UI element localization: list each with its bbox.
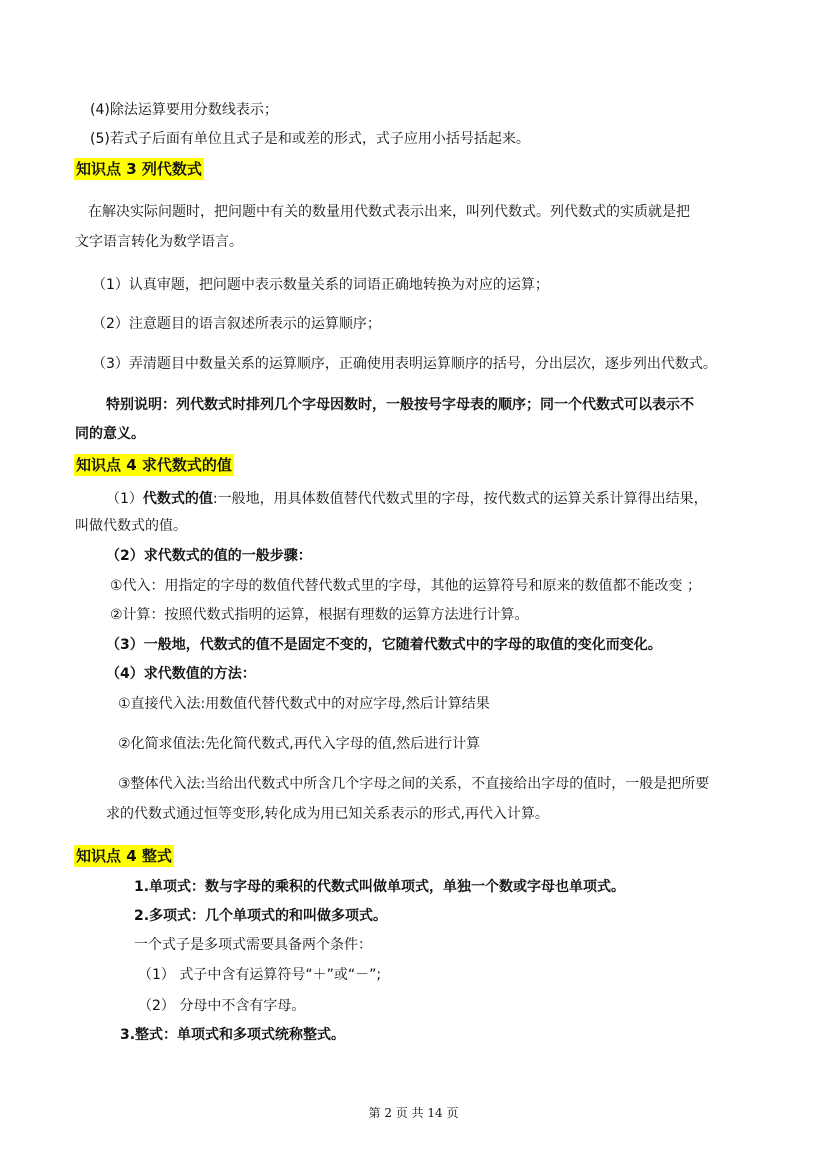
para-kp3-line1: 在解决实际问题时，把问题中有关的数量用代数式表示出来，叫列代数式。列代数式的实质就是把 — [88, 204, 690, 220]
method-whole-line2: 求的代数式通过恒等变形,转化成为用已知关系表示的形式,再代入计算。 — [106, 806, 549, 822]
step-1: （1）认真审题，把问题中表示数量关系的词语正确地转换为对应的运算； — [92, 277, 549, 293]
method-direct: ①直接代入法:用数值代替代数式中的对应字母,然后计算结果 — [118, 696, 490, 712]
condition-1: （1） 式子中含有运算符号“＋”或“－”; — [138, 967, 382, 983]
line-division-rule: (4)除法运算要用分数线表示； — [90, 102, 278, 118]
substep-substitute: ①代入：用指定的字母的数值代替代数式里的字母，其他的运算符号和原来的数值都不能改变 ； — [110, 578, 701, 594]
method-whole-line1: ③整体代入法:当给出代数式中所含几个字母之间的关系，不直接给出字母的值时，一般是把所要 — [118, 776, 710, 792]
substep-calculate: ②计算：按照代数式指明的运算，根据有理数的运算方法进行计算。 — [110, 607, 529, 623]
heading-kp4: 知识点 4 求代数式的值 — [76, 456, 232, 474]
general-steps-title: （2）求代数式的值的一般步骤： — [106, 548, 312, 564]
polynomial-conditions: 一个式子是多项式需要具备两个条件： — [134, 937, 372, 953]
method-simplify: ②化简求值法:先化简代数式,再代入字母的值,然后进行计算 — [118, 736, 481, 752]
polynomial-definition: 2.多项式：几个单项式的和叫做多项式。 — [134, 908, 388, 924]
definition-term: 代数式的值 — [142, 491, 213, 507]
integral-expression-definition: 3.整式：单项式和多项式统称整式。 — [120, 1027, 346, 1043]
heading-polynomial: 知识点 4 整式 — [76, 847, 172, 865]
monomial-definition: 1.单项式：数与字母的乘积的代数式叫做单项式，单独一个数或字母也单项式。 — [134, 879, 626, 895]
special-note-line2: 同的意义。 — [75, 426, 145, 442]
definition-value-line1 — [106, 489, 708, 509]
definition-text: :一般地，用具体数值替代代数式里的字母，按代数式的运算关系计算得出结果， — [212, 491, 708, 507]
definition-prefix: （1） — [106, 491, 143, 507]
heading-kp3: 知识点 3 列代数式 — [76, 160, 202, 178]
special-note-line1: 特别说明：列代数式时排列几个字母因数时，一般按号字母表的顺序；同一个代数式可以表示不 — [106, 397, 694, 413]
definition-value-line2: 叫做代数式的值。 — [75, 518, 187, 534]
value-varies-note: （3）一般地，代数式的值不是固定不变的，它随着代数式中的字母的取值的变化而变化。 — [106, 637, 662, 653]
methods-title: （4）求代数值的方法： — [106, 666, 256, 682]
line-unit-rule: (5)若式子后面有单位且式子是和或差的形式，式子应用小括号括起来。 — [90, 131, 530, 147]
condition-2: （2） 分母中不含有字母。 — [138, 998, 306, 1014]
para-kp3-line2: 文字语言转化为数学语言。 — [75, 234, 243, 250]
step-3: （3）弄清题目中数量关系的运算顺序，正确使用表明运算顺序的括号，分出层次，逐步列出代数式。 — [92, 356, 717, 372]
step-2: （2）注意题目的语言叙述所表示的运算顺序； — [92, 316, 381, 332]
page-footer: 第 2 页 共 14 页 — [368, 1106, 459, 1120]
